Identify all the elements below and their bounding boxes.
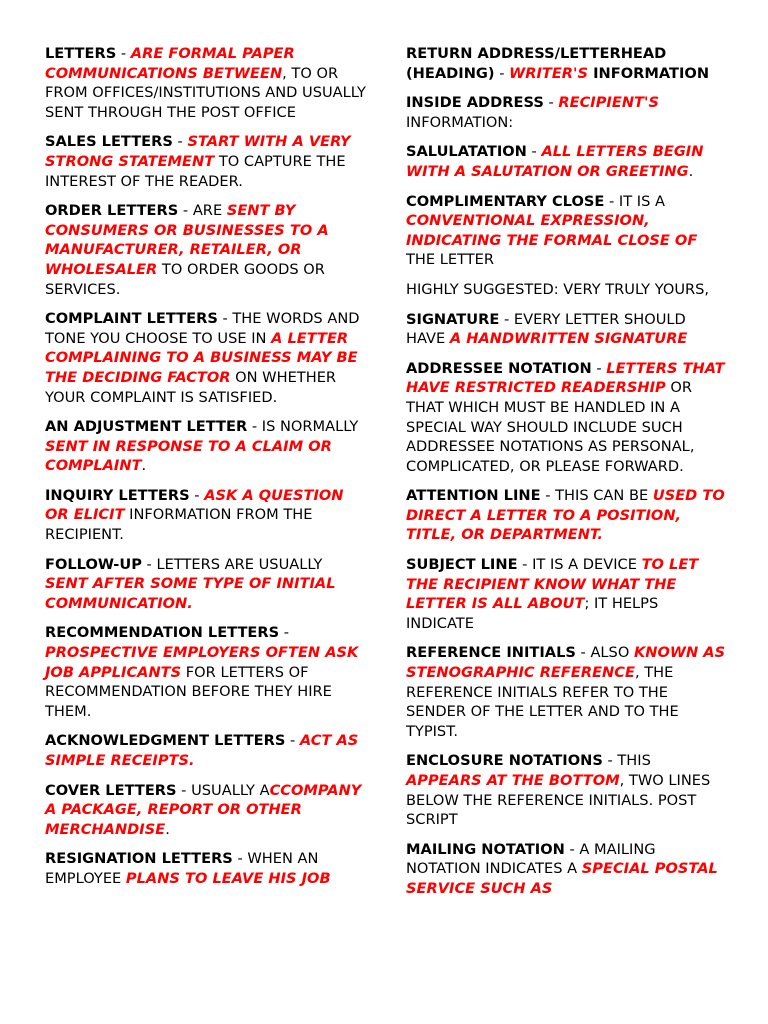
entry-term: MAILING NOTATION [406, 840, 565, 858]
entry-separator: - [141, 555, 157, 573]
entry-note [406, 280, 728, 300]
definition-text: EVERY LETTER SHOULD HAVE [406, 310, 686, 348]
definition-text: A MAILING NOTATION INDICATES A [406, 840, 656, 878]
emphasis-text: KNOWN AS STENOGRAPHIC REFERENCE [406, 644, 726, 682]
emphasis-text: USED TO DIRECT A LETTER TO A POSITION, TITLE, OR DEPARTMENT. [406, 487, 725, 544]
entry-term: ENCLOSURE NOTATIONS [406, 752, 603, 770]
entry-cover-letters [45, 781, 367, 840]
entry-separator: - [116, 45, 131, 62]
emphasis-text: A HANDWRITTEN SIGNATURE [449, 330, 688, 348]
entry-attention-line [406, 486, 728, 545]
entry-term: COMPLAINT LETTERS [45, 310, 218, 328]
entry-separator: - [172, 133, 188, 151]
entry-resignation-letters [45, 849, 367, 888]
emphasis-text: PLANS TO LEAVE HIS JOB [125, 869, 331, 887]
entry-letters [45, 44, 367, 122]
entry-separator: - [602, 752, 618, 770]
entry-complimentary-close [406, 192, 728, 270]
entry-sales-letters [45, 132, 367, 191]
entry-term: SALULATATION [406, 143, 527, 161]
entry-enclosure-notations [406, 751, 728, 829]
definition-text: INFORMATION FROM THE RECIPIENT. [45, 506, 313, 544]
entry-inquiry-letters [45, 486, 367, 545]
entry-separator: - [526, 143, 542, 161]
definition-text: FOR LETTERS OF RECOMMENDATION BEFORE THEY HIRE THEM. [45, 663, 332, 720]
emphasis-text: START WITH A VERY STRONG STATEMENT [45, 133, 351, 170]
definition-text: ON WHETHER YOUR COMPLAINT IS SATISFIED. [45, 368, 337, 406]
entry-subject-line [406, 555, 728, 633]
entry-separator: - [591, 359, 607, 377]
entry-term: REFERENCE INITIALS [406, 644, 576, 662]
entry-separator: - [247, 418, 262, 436]
entry-addressee-notation [406, 359, 728, 477]
entry-salulatation [406, 142, 728, 181]
emphasis-text: SENT IN RESPONSE TO A CLAIM OR COMPLAINT [45, 437, 332, 475]
emphasis-text: CONVENTIONAL EXPRESSION, INDICATING THE FORMAL CLOSE OF [406, 212, 698, 249]
definition-text: , TO OR FROM OFFICES/INSTITUTIONS AND USUALLY SENT THROUGH THE POST OFFICE [45, 64, 366, 121]
entry-separator: - [189, 486, 205, 504]
entry-term: SUBJECT LINE [406, 556, 518, 574]
entry-separator: - [279, 624, 290, 642]
entry-term: COMPLIMENTARY CLOSE [406, 192, 605, 210]
definition-text: , THE REFERENCE INITIALS REFER TO THE SENDER OF THE LETTER AND TO THE TYPIST. [406, 664, 679, 740]
entry-inside-address [406, 93, 728, 132]
definition-text: LETTERS ARE USUALLY [156, 555, 323, 573]
emphasis-text: ALL LETTERS BEGIN WITH A SALUTATION OR GREETING [406, 143, 704, 180]
definition-text: . [141, 457, 147, 475]
entry-separator: - [543, 94, 559, 112]
entry-term: COVER LETTERS [45, 781, 177, 799]
entry-mailing-notation [406, 840, 728, 899]
emphasis-text: RECIPIENT'S [558, 94, 659, 112]
entry-acknowledgment-letters [45, 731, 367, 770]
definition-text: , TWO LINES BELOW THE REFERENCE INITIALS. POST SCRIPT [406, 772, 711, 829]
emphasis-text: WRITER'S [509, 64, 589, 82]
entry-separator: - [604, 192, 619, 210]
entry-term: SALES LETTERS [45, 133, 173, 151]
definition-text: THE WORDS AND TONE YOU CHOOSE TO USE IN [45, 310, 360, 347]
entry-return-address-letterhead-heading [406, 44, 728, 83]
definition-text: HIGHLY SUGGESTED: VERY TRULY YOURS, [406, 280, 710, 298]
entry-follow-up [45, 555, 367, 614]
entry-term: INSIDE ADDRESS [406, 94, 544, 112]
definition-text: . [688, 162, 694, 180]
entry-an-adjustment-letter [45, 417, 367, 476]
entry-separator: - [517, 556, 533, 574]
emphasis-text: SENT AFTER SOME TYPE OF INITIAL COMMUNICATION. [45, 575, 336, 612]
entry-separator: - [176, 781, 192, 799]
definition-text: TO CAPTURE THE INTEREST OF THE READER. [45, 152, 346, 190]
emphasis-text: ASK A QUESTION OR ELICIT [45, 486, 344, 524]
entry-term: ACKNOWLEDGMENT LETTERS [45, 732, 286, 750]
emphasis-text: APPEARS AT THE BOTTOM [406, 772, 620, 789]
definition-text: IS NORMALLY [261, 418, 359, 436]
entry-term: FOLLOW-UP [45, 555, 142, 573]
entry-term: INQUIRY LETTERS [45, 486, 190, 504]
definition-text: INFORMATION: [406, 113, 514, 131]
entry-term: LETTERS [45, 45, 117, 62]
entry-separator: - [499, 310, 514, 328]
definition-text: ALSO [590, 644, 634, 662]
definition-text: ; IT HELPS INDICATE [406, 595, 659, 632]
entry-separator: - [217, 310, 233, 328]
entry-term: RETURN ADDRESS/LETTERHEAD (HEADING) [406, 45, 667, 82]
entry-term: SIGNATURE [406, 310, 500, 328]
definition-text: OR THAT WHICH MUST BE HANDLED IN A SPECIAL WAY SHOULD INCLUDE SUCH ADDRESSEE NOTATIONS AS PERSONAL, COMPLICATED, OR PLEASE FORWARD. [406, 379, 695, 475]
emphasis-text: ARE FORMAL PAPER COMMUNICATIONS BETWEEN [45, 45, 295, 82]
entry-term: RECOMMENDATION LETTERS [45, 624, 280, 642]
entry-separator: - [540, 487, 556, 505]
definition-text: TO ORDER GOODS OR SERVICES. [45, 260, 325, 298]
entry-order-letters [45, 201, 367, 299]
definition-text: INFORMATION [588, 64, 710, 82]
entry-term: ATTENTION LINE [406, 487, 541, 505]
entry-recommendation-letters [45, 623, 367, 721]
entry-term: ADDRESSEE NOTATION [406, 359, 592, 377]
definition-text: WHEN AN EMPLOYEE [45, 850, 319, 887]
emphasis-text: TO LET THE RECIPIENT KNOW WHAT THE LETTER IS ALL ABOUT [406, 556, 699, 613]
entry-reference-initials [406, 643, 728, 741]
left-column [45, 44, 367, 899]
definition-text: USUALLY A [191, 781, 270, 799]
emphasis-text: LETTERS THAT HAVE RESTRICTED READERSHIP [406, 359, 725, 397]
entry-separator: - [494, 64, 510, 82]
entry-separator: - [564, 840, 580, 858]
emphasis-text: CCOMPANY A PACKAGE, REPORT OR OTHER MERCHANDISE [45, 781, 362, 838]
entry-term: AN ADJUSTMENT LETTER [45, 418, 248, 436]
emphasis-text: PROSPECTIVE EMPLOYERS OFTEN ASK JOB APPLICANTS [45, 644, 359, 681]
definition-text: IT IS A DEVICE [532, 556, 642, 574]
emphasis-text: ACT AS SIMPLE RECEIPTS. [45, 732, 359, 769]
entry-separator: - [285, 732, 300, 750]
entry-separator: - [232, 850, 248, 868]
definition-text: THE LETTER [406, 251, 495, 269]
definition-text: IT IS A [618, 192, 665, 210]
entry-complaint-letters [45, 309, 367, 407]
entry-term: ORDER LETTERS [45, 202, 179, 220]
definition-text: THIS [617, 752, 651, 770]
entry-term: RESIGNATION LETTERS [45, 850, 233, 868]
entry-separator: - [178, 202, 193, 220]
emphasis-text: SPECIAL POSTAL SERVICE SUCH AS [406, 860, 718, 897]
entry-separator: - [575, 644, 591, 662]
right-column [406, 44, 728, 909]
emphasis-text: SENT BY CONSUMERS OR BUSINESSES TO A MANUFACTURER, RETAILER, OR WHOLESALER [45, 202, 329, 278]
definition-text: . [165, 820, 170, 838]
definition-text: ARE [192, 202, 227, 220]
definition-text: THIS CAN BE [555, 487, 653, 505]
emphasis-text: A LETTER COMPLAINING TO A BUSINESS MAY BE THE DECIDING FACTOR [45, 329, 358, 386]
entry-signature [406, 310, 728, 349]
